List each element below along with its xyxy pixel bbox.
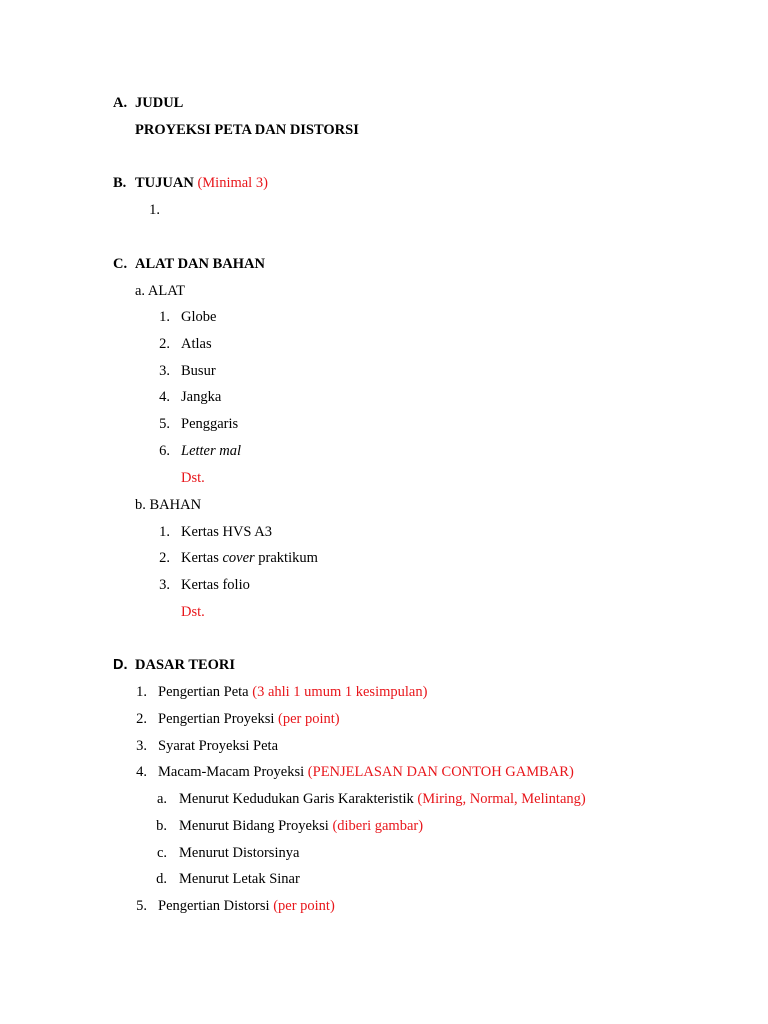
bahan-item-text: Kertas HVS A3 — [181, 524, 273, 540]
teori-item-note: (3 ahli 1 umum 1 kesimpulan) — [252, 684, 428, 700]
document-title: PROYEKSI PETA DAN DISTORSI — [135, 122, 359, 138]
alat-item-text: Atlas — [181, 336, 212, 352]
teori-item-note: (PENJELASAN DAN CONTOH GAMBAR) — [307, 764, 574, 780]
section-d-heading: DASAR TEORI — [135, 657, 236, 673]
teori-subitem-label: Menurut Bidang Proyeksi — [179, 818, 333, 834]
teori-item-text — [158, 763, 574, 781]
alat-item-text: Busur — [181, 363, 216, 379]
bahan-item-number: 3. — [159, 577, 170, 593]
teori-subitem-text — [179, 844, 299, 862]
teori-item-label: Pengertian Peta — [158, 684, 253, 700]
teori-item-text — [158, 710, 340, 728]
teori-item-number: 2. — [136, 711, 147, 727]
bahan-item-number: 1. — [159, 524, 170, 540]
teori-item-number: 4. — [136, 764, 147, 780]
alat-item-number: 6. — [159, 443, 170, 459]
bahan-item-text-italic: cover — [222, 550, 255, 566]
bahan-item-text: Kertas folio — [181, 577, 250, 593]
teori-item-number: 3. — [136, 738, 147, 754]
bahan-subheading: b. BAHAN — [135, 497, 202, 513]
teori-subitem-letter: d. — [156, 871, 167, 887]
section-c-letter: C. — [113, 256, 128, 272]
alat-item-text: Jangka — [181, 389, 222, 405]
alat-subheading: a. ALAT — [135, 283, 185, 299]
teori-subitem-note: (Miring, Normal, Melintang) — [417, 791, 586, 807]
bahan-item-text-after: praktikum — [254, 550, 318, 566]
teori-item-note: (per point) — [278, 711, 340, 727]
section-c-heading: ALAT DAN BAHAN — [135, 256, 265, 272]
teori-item-label: Syarat Proyeksi Peta — [158, 738, 279, 754]
section-a-letter: A. — [113, 95, 128, 111]
section-b-letter: B. — [113, 175, 127, 191]
teori-subitem-text — [179, 870, 300, 888]
alat-item-text: Letter mal — [181, 443, 242, 459]
section-d-letter: D. — [113, 657, 128, 673]
teori-subitem-text — [179, 790, 586, 808]
section-a-heading: JUDUL — [135, 95, 184, 111]
teori-subitem-note: (diberi gambar) — [332, 818, 424, 834]
teori-subitem-label: Menurut Kedudukan Garis Karakteristik — [179, 791, 418, 807]
teori-item-number: 1. — [136, 684, 147, 700]
bahan-item-text — [181, 549, 318, 567]
teori-subitem-letter: b. — [156, 818, 167, 834]
teori-subitem-label: Menurut Distorsinya — [179, 845, 300, 861]
section-b-heading: TUJUAN — [135, 175, 194, 191]
alat-etc: Dst. — [181, 470, 205, 486]
teori-subitem-label: Menurut Letak Sinar — [179, 871, 300, 887]
bahan-item-number: 2. — [159, 550, 170, 566]
alat-item-text: Globe — [181, 309, 217, 325]
alat-item-number: 5. — [159, 416, 170, 432]
section-b-heading-line — [135, 174, 268, 192]
teori-item-number: 5. — [136, 898, 147, 914]
teori-subitem-letter: a. — [156, 791, 167, 807]
bahan-item-text-before: Kertas — [181, 550, 223, 566]
teori-item-label: Pengertian Distorsi — [158, 898, 274, 914]
tujuan-item-number: 1. — [149, 202, 160, 218]
alat-item-number: 4. — [159, 389, 170, 405]
teori-item-text — [158, 683, 427, 701]
teori-item-label: Pengertian Proyeksi — [158, 711, 279, 727]
section-b-note: (Minimal 3) — [197, 175, 268, 191]
bahan-etc: Dst. — [181, 604, 205, 620]
teori-item-text — [158, 737, 278, 755]
alat-item-text: Penggaris — [181, 416, 239, 432]
teori-subitem-text — [179, 817, 423, 835]
teori-subitem-letter: c. — [156, 845, 167, 861]
alat-item-number: 1. — [159, 309, 170, 325]
teori-item-note: (per point) — [273, 898, 335, 914]
alat-item-number: 3. — [159, 363, 170, 379]
alat-item-number: 2. — [159, 336, 170, 352]
teori-item-label: Macam-Macam Proyeksi — [158, 764, 308, 780]
teori-item-text — [158, 897, 335, 915]
